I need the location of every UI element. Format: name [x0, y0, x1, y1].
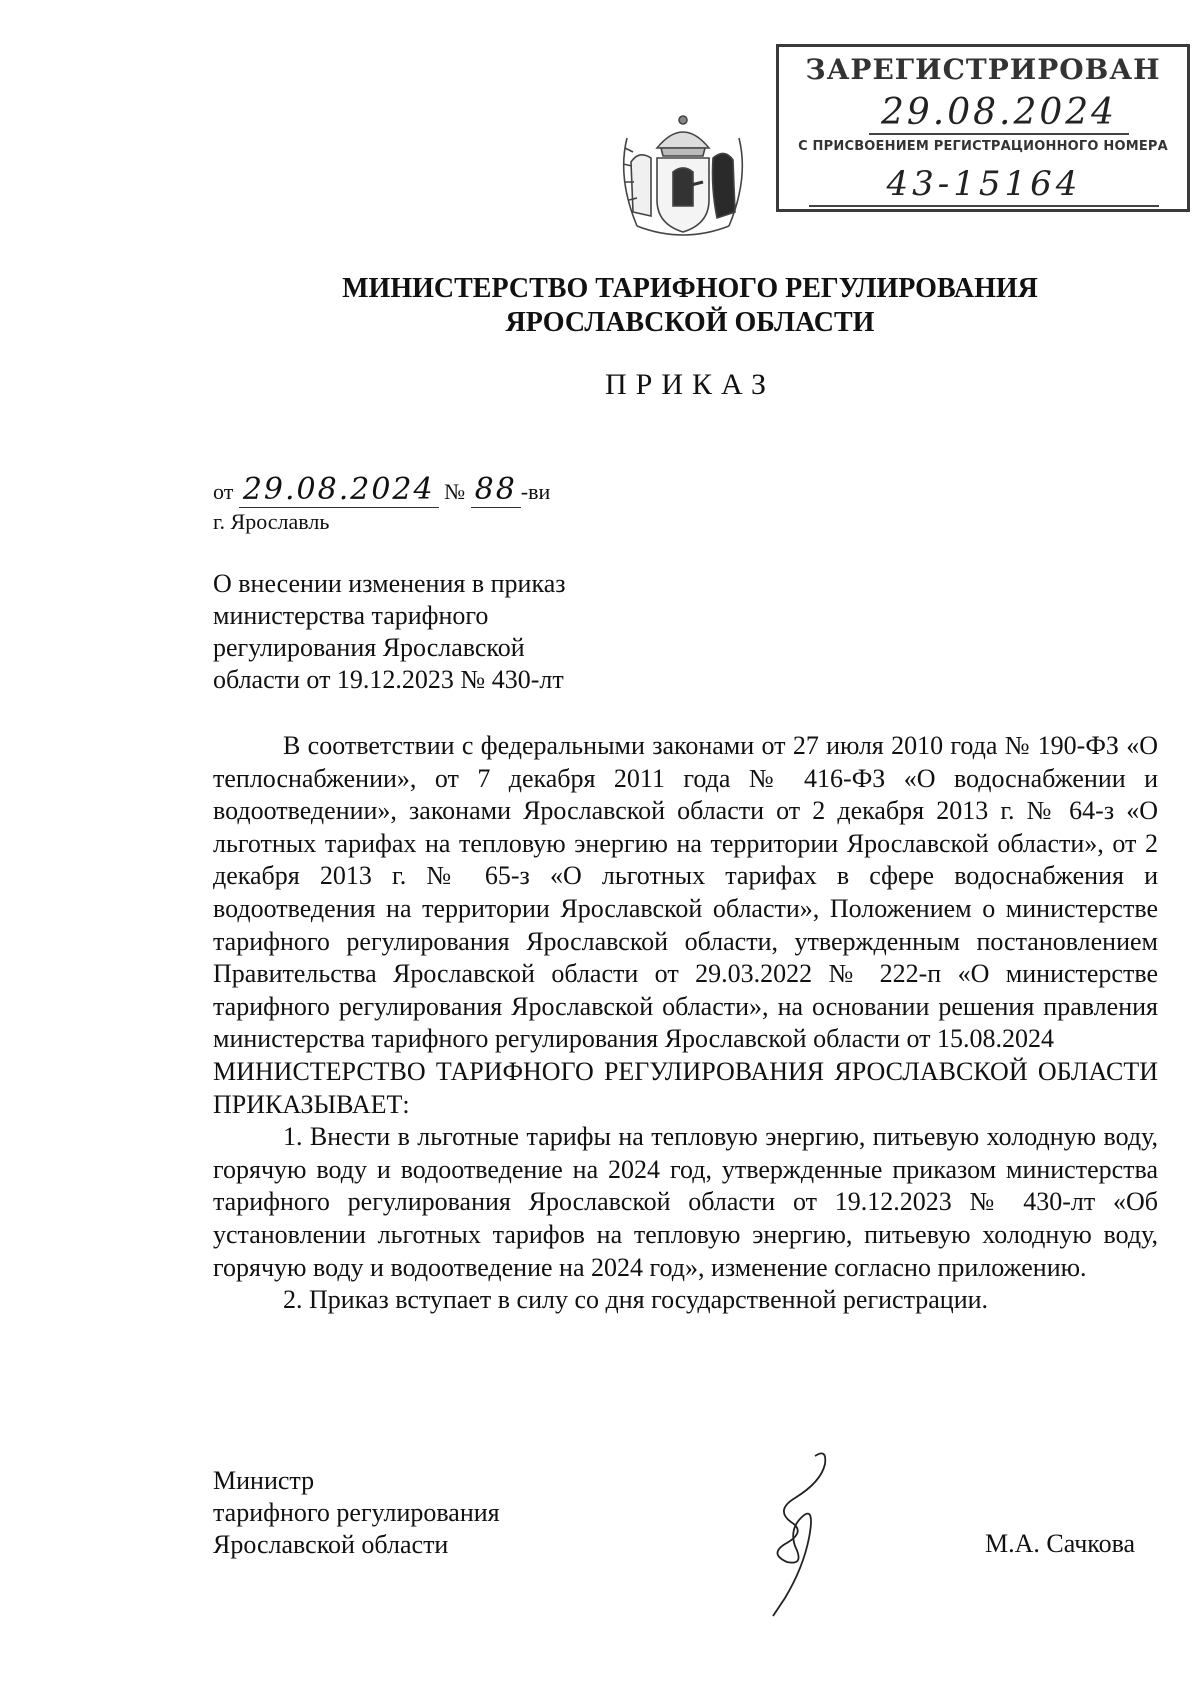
signatory-title-line: тарифного регулирования [213, 1498, 500, 1527]
order-number-suffix: -ви [520, 479, 551, 504]
stamp-date: 29.08.2024 [869, 93, 1129, 135]
order-from-prefix: от [213, 479, 234, 504]
stamp-registration-number: 43-15164 [809, 163, 1159, 207]
signatory-title-line: Ярославской области [213, 1530, 449, 1559]
order-preamble: В соответствии с федеральными законами от 27 июля 2010 года № 190-ФЗ «О теплоснабжении», от 7 декабря 2011 года № 416-ФЗ «О водоснабжении и водоотведении», законами Ярославской области от 2 декабря 2013 г. № 64-з «О льготных тарифах на тепловую энергию на территории Ярославской области», от 2 декабря 2013 г. № 65-з «О льготных тарифах в сфере водоснабжения и водоотведения на территории Ярославской области», Положением о министерстве тарифного регулирования Ярославской области, утвержденным постановлением Правительства Ярославской области от 29.03.2022 № 222-п «О министерстве тарифного регулирования Ярославской области», на основании решения правления министерства тарифного регулирования Ярославской области от 15.08.2024 [213, 731, 1158, 1054]
signatory-title [213, 1465, 500, 1561]
handwritten-signature [755, 1448, 865, 1618]
subject-line: министерства тарифного [213, 601, 489, 630]
order-subject [213, 568, 566, 696]
order-number-sign: № [444, 479, 466, 504]
order-directive: МИНИСТЕРСТВО ТАРИФНОГО РЕГУЛИРОВАНИЯ ЯРОСЛАВСКОЙ ОБЛАСТИ ПРИКАЗЫВАЕТ: [213, 1056, 1158, 1119]
ministry-name [300, 272, 1080, 340]
order-date-line [213, 472, 550, 507]
coat-of-arms-icon [617, 108, 749, 242]
order-number: 88 [471, 472, 521, 508]
stamp-title: ЗАРЕГИСТРИРОВАН [805, 53, 1161, 86]
subject-line: области от 19.12.2023 № 430-лт [213, 665, 564, 694]
order-city: г. Ярославль [213, 509, 330, 534]
subject-line: О внесении изменения в приказ [213, 569, 566, 598]
order-body [213, 730, 1158, 1317]
registration-stamp [776, 44, 1190, 212]
ministry-name-line-2: ЯРОСЛАВСКОЙ ОБЛАСТИ [505, 307, 875, 338]
order-item-1: 1. Внести в льготные тарифы на тепловую энергию, питьевую холодную воду, горячую воду и водоотведение на 2024 год, утвержденные приказом министерства тарифного регулирования Ярославской области от 19.12.2023 № 430-лт «Об установлении льготных тарифов на тепловую энергию, питьевую холодную воду, горячую воду и водоотведение на 2024 год», изменение согласно приложению. [213, 1122, 1158, 1282]
signatory-title-line: Министр [213, 1466, 315, 1495]
order-date: 29.08.2024 [239, 472, 439, 508]
ministry-name-line-1: МИНИСТЕРСТВО ТАРИФНОГО РЕГУЛИРОВАНИЯ [342, 273, 1038, 304]
document-type: ПРИКАЗ [605, 368, 775, 401]
order-item-2: 2. Приказ вступает в силу со дня государственной регистрации. [283, 1285, 989, 1315]
signatory-name: М.А. Сачкова [985, 1529, 1136, 1558]
subject-line: регулирования Ярославской [213, 633, 525, 662]
stamp-subtitle: С ПРИСВОЕНИЕМ РЕГИСТРАЦИОННОГО НОМЕРА [798, 139, 1168, 154]
